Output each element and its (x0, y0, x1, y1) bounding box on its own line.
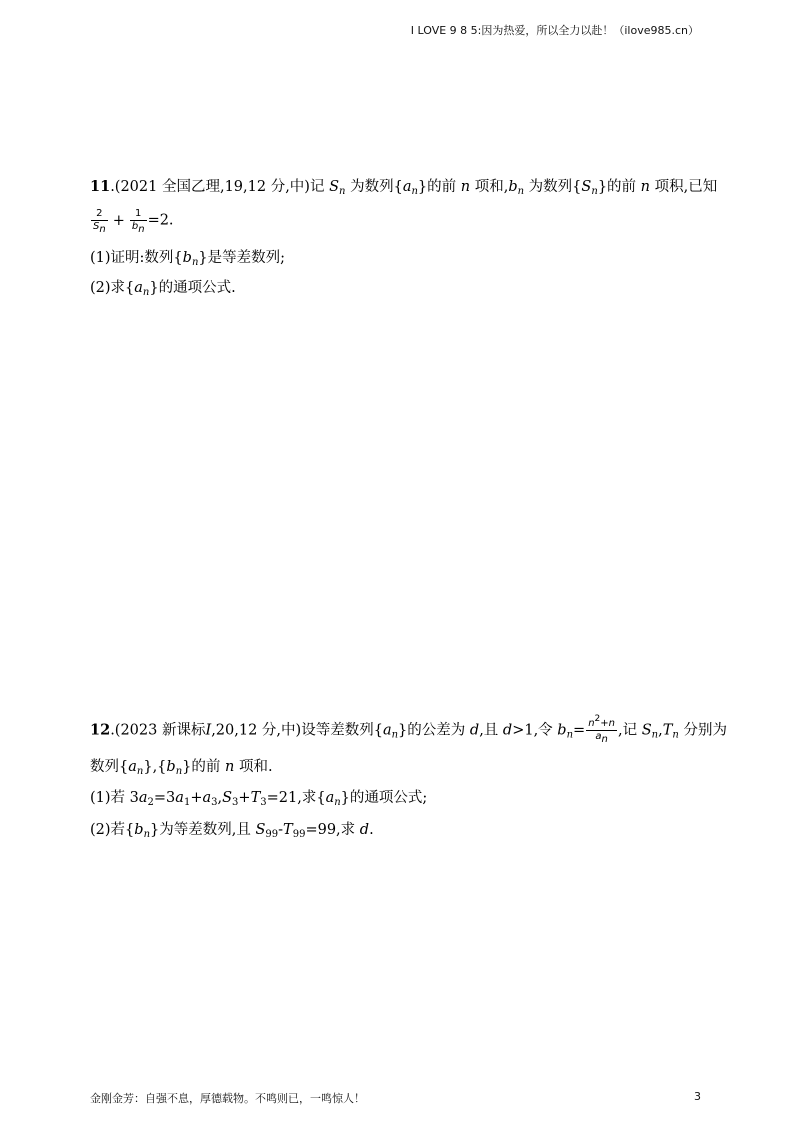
math-symbol: S (641, 722, 652, 739)
part-text: + (238, 790, 251, 806)
math-subscript: n (175, 766, 183, 777)
equals-sign: = (573, 722, 586, 739)
math-subscript: 1 (183, 797, 191, 808)
problem-12-statement-line-2 (90, 756, 273, 778)
math-symbol: S (255, 822, 266, 838)
math-symbol: d (502, 722, 513, 739)
math-symbol: a (138, 790, 148, 806)
math-symbol: n (460, 179, 471, 195)
problem-11-part-1 (90, 247, 285, 269)
math-subscript: n (411, 186, 418, 197)
math-subscript: n (136, 766, 144, 777)
part-text: =99,求 (305, 822, 360, 838)
math-symbol: a (128, 759, 137, 775)
statement-text: }的前 (597, 179, 641, 195)
math-symbol: n (225, 759, 235, 775)
math-symbol: n (640, 179, 650, 195)
statement-text: 分别为 (678, 722, 727, 739)
statement-text: ,且 (479, 722, 503, 739)
math-subscript: n (191, 257, 199, 268)
part-text: (1)若 3 (90, 790, 139, 806)
statement-text: 项积,已知 (650, 179, 718, 195)
part-text: (2)若{ (90, 822, 135, 838)
math-symbol: a (402, 179, 412, 195)
problem-source: ,20,12 分,中)设等差数列{ (211, 722, 383, 739)
math-symbol: d (359, 822, 370, 838)
problem-11-statement-line-1 (90, 176, 717, 198)
math-subscript: n (142, 287, 150, 298)
part-text: , (217, 790, 223, 806)
math-symbol: T (250, 790, 261, 806)
part-text: }为等差数列,且 (150, 822, 256, 838)
math-subscript: n (672, 729, 679, 741)
math-subscript: n (517, 186, 525, 197)
statement-text: }的前 (182, 759, 225, 775)
problem-source: .(2021 全国乙理,19,12 分,中)记 (110, 179, 330, 195)
fraction-numerator: $n^2+n$ (588, 714, 615, 729)
statement-text: 为数列{ (524, 179, 582, 195)
part-text: }是等差数列; (198, 250, 286, 266)
part-text: =3 (153, 790, 176, 806)
fraction-numerator: 2 (91, 208, 108, 221)
part-text: (1)证明:数列{ (90, 250, 183, 266)
math-symbol: T (662, 722, 673, 739)
math-symbol: a (134, 280, 143, 296)
math-symbol: a (202, 790, 212, 806)
math-subscript: 3 (260, 797, 267, 808)
part-text: }的通项公式; (340, 790, 428, 806)
math-subscript: n (334, 797, 341, 808)
math-symbol: b (557, 722, 567, 739)
math-subscript: 3 (211, 797, 218, 808)
part-text: . (369, 822, 374, 838)
math-symbol: I (205, 722, 212, 739)
math-symbol: a (175, 790, 184, 806)
fraction-n2-plus-n-over-an (586, 714, 617, 745)
math-symbol: a (382, 722, 392, 739)
fraction-denominator: $b_n$ (131, 221, 145, 235)
statement-text: >1,令 (512, 722, 558, 739)
math-symbol: d (469, 722, 480, 739)
math-subscript: 3 (232, 797, 239, 808)
math-subscript: n (391, 729, 399, 741)
math-subscript: n (591, 186, 598, 197)
math-symbol: T (283, 822, 293, 838)
fraction-denominator: $a_n$ (595, 731, 608, 745)
problem-number: 11 (90, 178, 111, 195)
math-subscript: n (651, 729, 659, 741)
plus-sign: + (112, 212, 125, 229)
statement-text: }的公差为 (398, 722, 470, 739)
math-subscript: n (143, 829, 151, 840)
footer-motto: 金刚金芳：自强不息，厚德载物。不鸣则已，一鸣惊人！ (90, 1092, 365, 1105)
math-symbol: b (134, 822, 144, 838)
math-symbol: S (222, 790, 233, 806)
statement-text: }的前 (417, 179, 461, 195)
math-symbol: S (329, 179, 340, 195)
math-symbol: S (581, 179, 592, 195)
problem-12-part-1 (90, 787, 427, 809)
problem-number: 12 (90, 721, 111, 739)
math-symbol: b (166, 759, 176, 775)
part-text: }的通项公式. (149, 280, 236, 296)
problem-11-part-2 (90, 277, 236, 299)
fraction-numerator: 1 (130, 208, 147, 221)
statement-text: 数列{ (90, 759, 129, 775)
math-subscript: 2 (147, 797, 154, 808)
math-subscript: n (339, 186, 346, 197)
fraction-1-over-bn (130, 208, 147, 233)
statement-text: , (658, 722, 663, 739)
statement-text: 为数列{ (345, 179, 403, 195)
fraction-2-over-sn (91, 208, 108, 233)
problem-source: .(2023 新课标 (110, 722, 206, 739)
part-text: - (278, 822, 284, 838)
equation-tail: =2. (147, 212, 174, 229)
part-text: + (190, 790, 203, 806)
part-text: (2)求{ (90, 280, 135, 296)
page-header: I LOVE 9 8 5:因为热爱，所以全力以赴！（ilove985.cn） (410, 24, 699, 37)
math-subscript: 99 (265, 829, 279, 840)
statement-text: },{ (143, 759, 167, 775)
math-subscript: n (566, 729, 574, 741)
part-text: =21,求{ (266, 790, 326, 806)
statement-text: 项和. (234, 759, 273, 775)
fraction-denominator: $S_n$ (93, 221, 106, 235)
problem-12-statement-line-1 (90, 714, 727, 745)
math-symbol: a (325, 790, 335, 806)
math-subscript: 99 (292, 829, 306, 840)
math-symbol: b (182, 250, 192, 266)
page-number: 3 (694, 1090, 701, 1103)
problem-12-part-2 (90, 819, 374, 841)
statement-text: 项和, (470, 179, 509, 195)
statement-text: ,记 (618, 722, 642, 739)
math-symbol: b (508, 179, 518, 195)
problem-11-equation (90, 208, 174, 233)
